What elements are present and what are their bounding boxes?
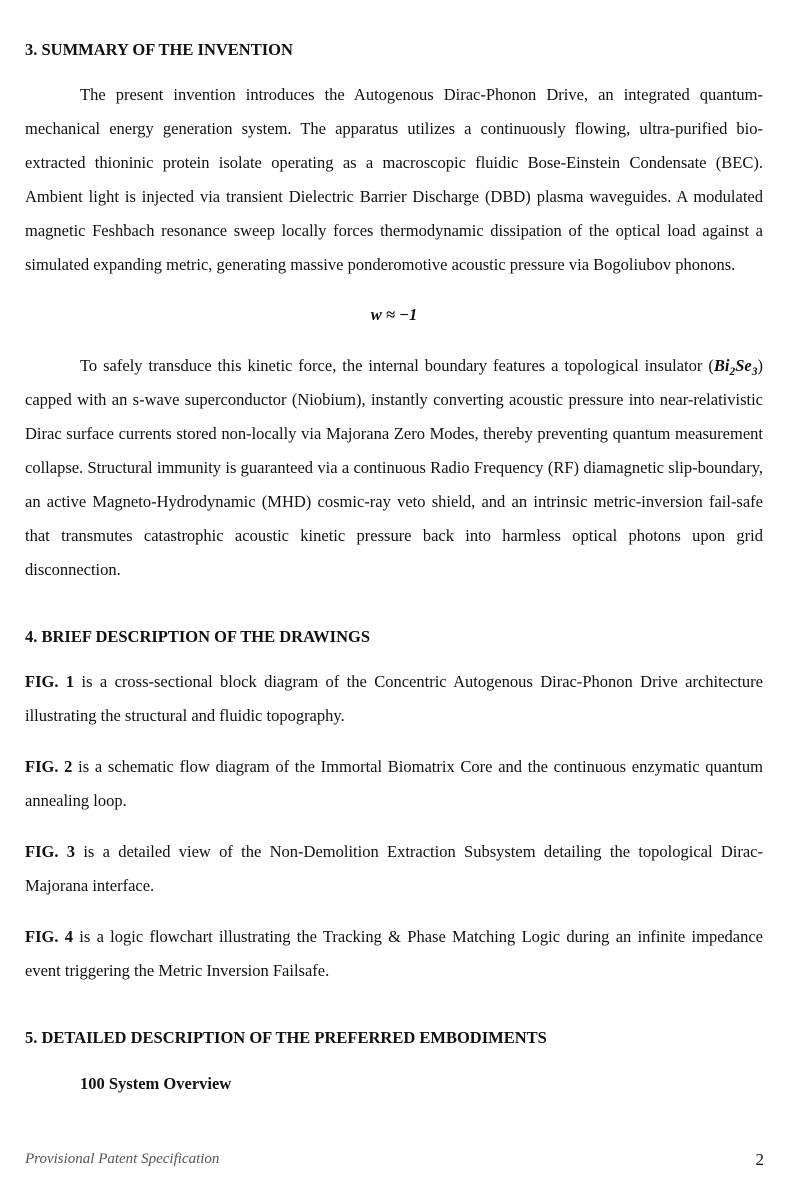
section-3-heading: 3. SUMMARY OF THE INVENTION xyxy=(25,40,293,59)
section-4-heading: 4. BRIEF DESCRIPTION OF THE DRAWINGS xyxy=(25,627,371,646)
page-number: 2 xyxy=(755,1150,764,1169)
chemical-formula: $Bi_2Se_3$ xyxy=(713,356,758,379)
summary-paragraph-1: The present invention introduces the Autogenous Dirac-Phonon Drive, an integrated quantum-mechanical energy generation system. The apparatus utilizes a continuously flowing, ultra-purified bio-extracted thioninic protein isolate operating as a macroscopic fluidic Bose-Einstein Condensate (BEC). Ambient light is injected via transient Dielectric Barrier Discharge (DBD) plasma waveguides. A modulated magnetic Feshbach resonance sweep locally forces thermodynamic dissipation of the optical load against a simulated expanding metric, generating massive ponderomotive acoustic pressure via Bogoliubov phonons. xyxy=(25,85,763,274)
subsection-heading: 100 System Overview xyxy=(80,1074,232,1093)
summary-paragraph-2 xyxy=(25,349,763,587)
footer-document-title: Provisional Patent Specification xyxy=(25,1151,220,1167)
section-5-heading: 5. DETAILED DESCRIPTION OF THE PREFERRED EMBODIMENTS xyxy=(25,1028,547,1047)
fig-label: FIG. 2 xyxy=(25,757,73,776)
fig-description-4: FIG. 4 is a logic flowchart illustrating the Tracking & Phase Matching Logic during an infinite impedance event triggering the Metric Inversion Failsafe. xyxy=(25,927,763,980)
summary-paragraph-2-tail: ) capped with an s-wave superconductor (Niobium), instantly converting acoustic pressure into near-relativistic Dirac surface currents stored non-locally via Majorana Zero Modes, thereby preventing quantum measurement collapse. Structural immunity is guaranteed via a continuous Radio Frequency (RF) diamagnetic slip-boundary, an active Magneto-Hydrodynamic (MHD) cosmic-ray veto shield, and an intrinsic metric-inversion fail-safe that transmutes catastrophic acoustic kinetic pressure back into harmless optical photons upon grid disconnection. xyxy=(25,356,763,579)
fig-description-3: FIG. 3 is a detailed view of the Non-Demolition Extraction Subsystem detailing the topological Dirac-Majorana interface. xyxy=(25,842,763,895)
fig-label: FIG. 3 xyxy=(25,842,76,861)
fig-description-2: FIG. 2 is a schematic flow diagram of the Immortal Biomatrix Core and the continuous enzymatic quantum annealing loop. xyxy=(25,757,763,810)
fig-label: FIG. 1 xyxy=(25,672,75,691)
equation: w ≈ −1 xyxy=(370,305,418,324)
fig-label: FIG. 4 xyxy=(25,927,73,946)
fig-description-1: FIG. 1 is a cross-sectional block diagram of the Concentric Autogenous Dirac-Phonon Drive architecture illustrating the structural and fluidic topography. xyxy=(25,672,763,725)
summary-paragraph-2-lead: To safely transduce this kinetic force, the internal boundary features a topological insulator ( xyxy=(80,356,714,375)
